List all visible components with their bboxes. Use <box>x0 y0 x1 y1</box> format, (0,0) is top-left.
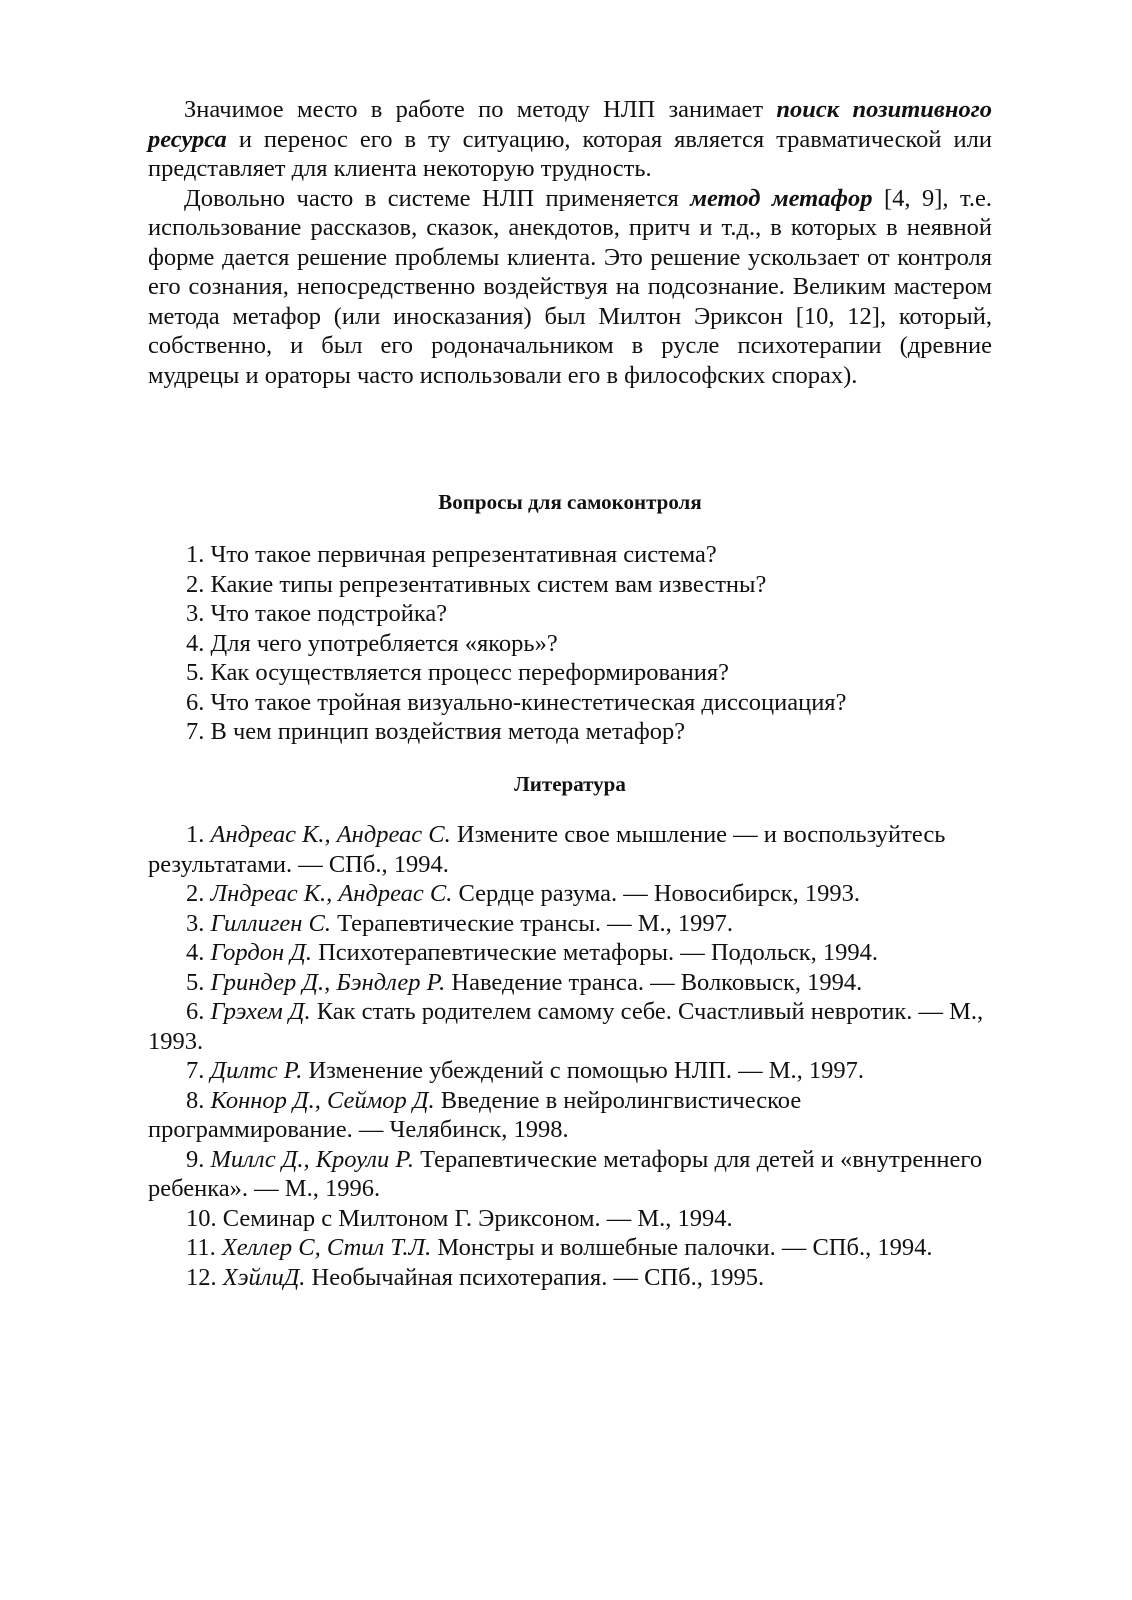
reference-item-5 <box>148 968 992 998</box>
reference-title: Изменение убеждений с помощью НЛП. — М., 1997. <box>302 1057 865 1084</box>
reference-item-4 <box>148 938 992 968</box>
question-item-4: 4. Для чего употребляется «якорь»? <box>186 629 558 657</box>
reference-title: Терапевтические трансы. — М., 1997. <box>331 909 734 937</box>
paragraph-2-part-3: [4, 9], т.е. использование рассказов, сказок, анекдотов, притч и т.д., в которых в неявной форме дается решение проблемы клиента. Это решение ускользает от контроля его сознания, непосредственно воздействуя на подсознание. Великим мастером метода метафор (или иносказания) был Милтон Эриксон [10, 12], который, собственно, и был его родоначальником в русле психотерапии (древние мудрецы и ораторы часто использовали его в философских спорах). <box>148 184 992 389</box>
reference-number: 10. <box>186 1204 223 1232</box>
reference-title: Семинар с Милтоном Г. Эриксоном. — М., 1994. <box>222 1204 733 1232</box>
reference-title: Как стать родителем самому себе. Счастливый невротик. — М., 1993. <box>148 998 984 1055</box>
reference-author: Хеллер С, Стил Т.Л. <box>221 1234 432 1261</box>
questions-list-wrap <box>148 540 992 747</box>
reference-title: Психотерапевтические метафоры. — Подольск, 1994. <box>311 939 879 966</box>
paragraph-1-part-3: и перенос его в ту ситуацию, которая является травматической или представляет для клиента некоторую трудность. <box>148 125 992 182</box>
reference-number: 11. <box>186 1234 222 1261</box>
reference-item-7 <box>148 1056 992 1086</box>
reference-title: Наведение транса. — Волковыск, 1994. <box>445 968 863 996</box>
reference-author: Миллс Д., Кроули Р. <box>210 1145 414 1173</box>
reference-number: 4. <box>186 939 211 966</box>
reference-item-1 <box>148 820 992 879</box>
reference-author: Дилтс Р. <box>210 1057 303 1084</box>
intro-text <box>148 95 992 390</box>
reference-author: ХэйлиД. <box>222 1263 306 1291</box>
reference-title: Измените свое мышление — и воспользуйтесь результатами. — СПб., 1994. <box>148 821 946 878</box>
reference-item-6 <box>148 997 992 1056</box>
reference-author: Гриндер Д., Бэндлер Р. <box>210 968 446 996</box>
question-item-7: 7. В чем принцип воздействия метода метафор? <box>186 718 686 745</box>
reference-title: Необычайная психотерапия. — СПб., 1995. <box>305 1263 765 1291</box>
reference-title: Сердце разума. — Новосибирск, 1993. <box>452 880 860 907</box>
paragraph-2-emphasis: метод метафор <box>690 184 873 212</box>
reference-number: 3. <box>186 909 211 937</box>
reference-author: Гордон Д. <box>210 939 312 966</box>
reference-number: 2. <box>186 880 211 907</box>
paragraph-2 <box>148 184 992 391</box>
reference-number: 8. <box>186 1086 211 1114</box>
reference-author: Андреас К., Андреас С. <box>210 821 451 848</box>
reference-item-12 <box>148 1263 992 1293</box>
reference-title: Монстры и волшебные палочки. — СПб., 1994. <box>431 1234 933 1261</box>
reference-author: Лндреас К., Андреас С. <box>210 880 453 907</box>
reference-author: Грэхем Д. <box>210 998 311 1025</box>
question-item-1: 1. Что такое первичная репрезентативная система? <box>186 541 717 568</box>
question-item-2: 2. Какие типы репрезентативных систем вам известны? <box>186 570 767 598</box>
reference-title: Введение в нейролингвистическое программирование. — Челябинск, 1998. <box>148 1086 802 1143</box>
reference-item-3 <box>148 909 992 939</box>
paragraph-2-part-1: Довольно часто в системе НЛП применяется <box>184 184 691 212</box>
reference-item-9 <box>148 1145 992 1204</box>
reference-number: 5. <box>186 968 211 996</box>
reference-item-11 <box>148 1233 992 1263</box>
questions-heading: Вопросы для самоконтроля <box>438 490 702 514</box>
question-item-3: 3. Что такое подстройка? <box>186 600 448 627</box>
reference-number: 7. <box>186 1057 211 1084</box>
literature-heading: Литература <box>514 772 626 796</box>
literature-list-wrap <box>148 820 992 1292</box>
reference-number: 1. <box>186 821 211 848</box>
literature-section <box>148 770 992 800</box>
reference-title: Терапевтические метафоры для детей и «внутреннего ребенка». — М., 1996. <box>148 1145 983 1202</box>
reference-author: Коннор Д., Сеймор Д. <box>210 1086 435 1114</box>
questions-section <box>148 488 992 518</box>
reference-item-2 <box>148 879 992 909</box>
reference-number: 9. <box>186 1145 211 1173</box>
question-item-5: 5. Как осуществляется процесс переформирования? <box>186 659 729 686</box>
reference-number: 6. <box>186 998 211 1025</box>
reference-item-10 <box>148 1204 992 1234</box>
paragraph-1-part-1: Значимое место в работе по методу НЛП занимает <box>184 96 777 123</box>
paragraph-1-emphasis: поиск позитивного ресурса <box>148 96 992 153</box>
paragraph-1 <box>148 95 992 184</box>
literature-list <box>148 820 992 1292</box>
questions-list <box>148 540 992 747</box>
reference-number: 12. <box>186 1263 223 1291</box>
reference-item-8 <box>148 1086 992 1145</box>
question-item-6: 6. Что такое тройная визуально-кинестетическая диссоциация? <box>186 688 847 716</box>
reference-author: Гиллиген С. <box>210 909 332 937</box>
